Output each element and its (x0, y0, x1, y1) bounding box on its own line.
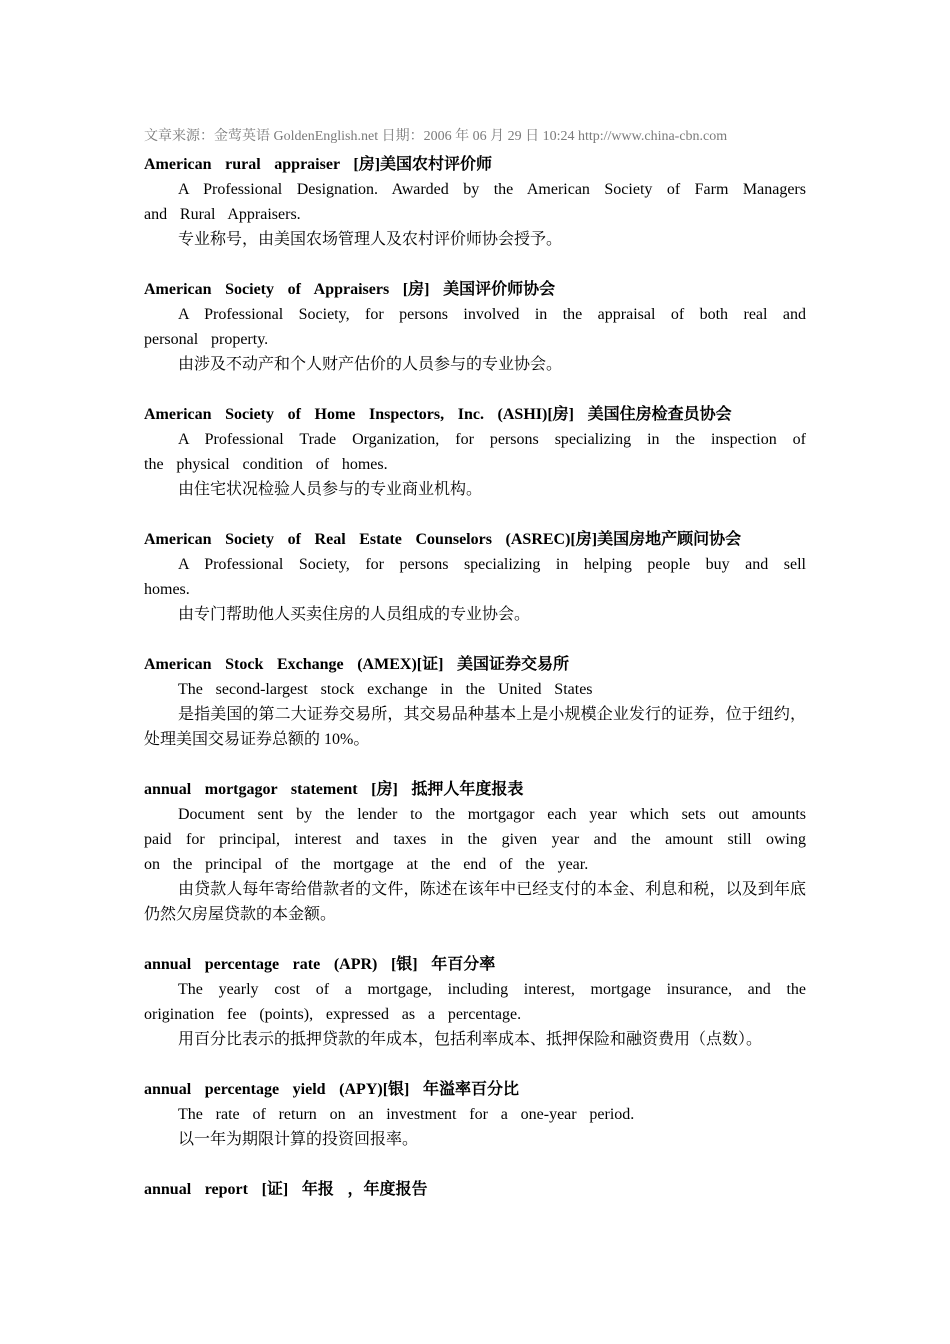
entry-chinese-definition: 以一年为期限计算的投资回报率。 (178, 1131, 419, 1148)
document-page (144, 128, 806, 1227)
glossary-entry (144, 527, 806, 627)
entry-term: annual percentage yield (APY)[银] 年溢率百分比 (144, 1081, 519, 1098)
entry-english-definition: The second-largest stock exchange in the United States (178, 681, 593, 698)
entry-chinese-definition: 由涉及不动产和个人财产估价的人员参与的专业协会。 (178, 356, 563, 373)
article-source-line: 文章来源：金莺英语 GoldenEnglish.net 日期：2006 年 06 月 29 日 10:24 http://www.china-cbn.com (144, 129, 728, 144)
glossary-entry (144, 1177, 806, 1202)
glossary-entry (144, 402, 806, 502)
entry-term: annual mortgagor statement [房] 抵押人年度报表 (144, 781, 524, 798)
entry-english-definition: The rate of return on an investment for a one-year period. (178, 1106, 635, 1123)
entry-english-definition: The yearly cost of a mortgage, including interest, mortgage insurance, and the origination fee (points), expressed as a percentage. (144, 981, 806, 1023)
glossary-entry (144, 277, 806, 377)
glossary-entry (144, 152, 806, 252)
entry-chinese-definition: 用百分比表示的抵押贷款的年成本，包括利率成本、抵押保险和融资费用（点数）。 (178, 1031, 763, 1048)
entry-term: annual percentage rate (APR) [银] 年百分率 (144, 956, 496, 973)
glossary-entry (144, 952, 806, 1052)
entry-chinese-definition: 由住宅状况检验人员参与的专业商业机构。 (178, 481, 483, 498)
entry-term: American Society of Home Inspectors, Inc. (ASHI)[房] 美国住房检查员协会 (144, 406, 732, 423)
entry-chinese-definition: 是指美国的第二大证券交易所，其交易品种基本上是小规模企业发行的证券，位于纽约，处理美国交易证券总额的 10%。 (144, 706, 806, 748)
glossary-entry (144, 1077, 806, 1152)
glossary-entry (144, 777, 806, 927)
entry-chinese-definition: 由专门帮助他人买卖住房的人员组成的专业协会。 (178, 606, 531, 623)
entry-english-definition: Document sent by the lender to the mortgagor each year which sets out amounts paid for principal, interest and taxes in the given year and the amount still owing on the principal of the mortgage at the end of the year. (144, 806, 806, 873)
entry-chinese-definition: 由贷款人每年寄给借款者的文件，陈述在该年中已经支付的本金、利息和税，以及到年底仍然欠房屋贷款的本金额。 (144, 881, 806, 923)
entry-term: American Society of Appraisers [房] 美国评价师协会 (144, 281, 556, 298)
entry-chinese-definition: 专业称号，由美国农场管理人及农村评价师协会授予。 (178, 231, 563, 248)
entry-english-definition: A Professional Trade Organization, for persons specializing in the inspection of the physical condition of homes. (144, 431, 806, 473)
entry-english-definition: A Professional Society, for persons involved in the appraisal of both real and personal property. (144, 306, 806, 348)
entry-term: annual report [证] 年报 ，年度报告 (144, 1181, 428, 1198)
glossary-entry (144, 652, 806, 752)
entry-term: American Stock Exchange (AMEX)[证] 美国证券交易所 (144, 656, 570, 673)
entry-english-definition: A Professional Society, for persons specializing in helping people buy and sell homes. (144, 556, 806, 598)
entry-term: American rural appraiser [房]美国农村评价师 (144, 156, 493, 173)
entry-english-definition: A Professional Designation. Awarded by the American Society of Farm Managers and Rural Appraisers. (144, 181, 806, 223)
entry-term: American Society of Real Estate Counselors (ASREC)[房]美国房地产顾问协会 (144, 531, 742, 548)
